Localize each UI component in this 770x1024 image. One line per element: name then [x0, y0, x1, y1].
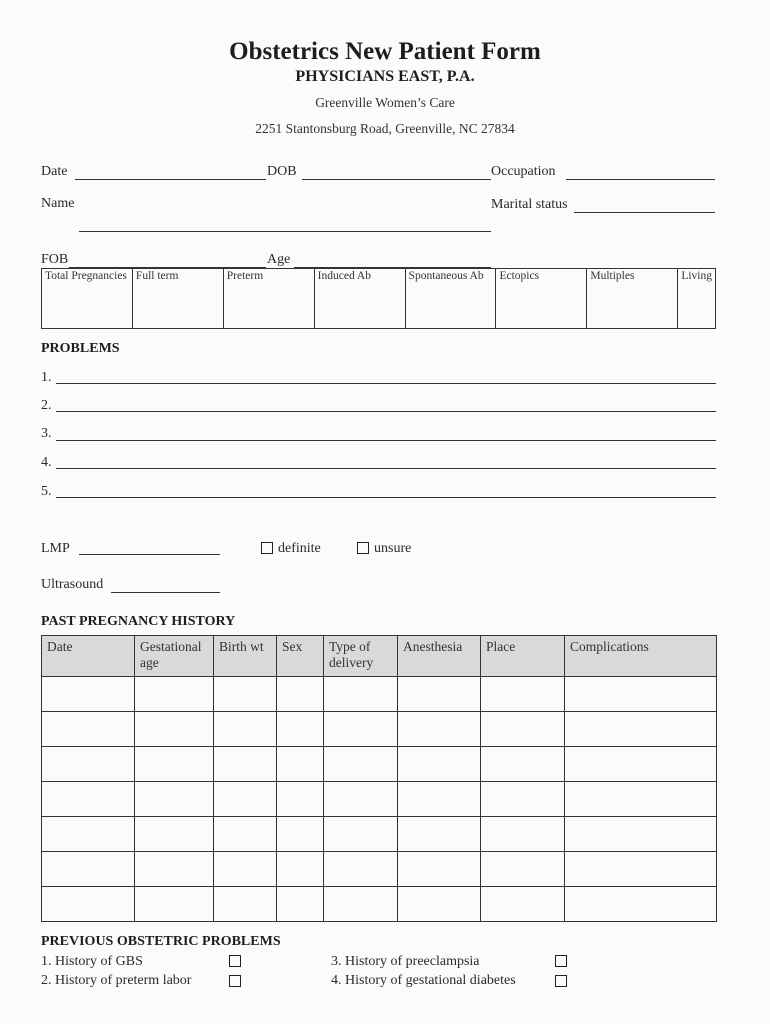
- form-title: Obstetrics New Patient Form: [229, 38, 541, 65]
- problem-line-5[interactable]: [56, 497, 716, 498]
- history-gdm-checkbox[interactable]: [555, 975, 567, 987]
- table-cell[interactable]: [481, 852, 565, 887]
- table-cell[interactable]: [277, 817, 324, 852]
- marital-status-label: Marital status: [491, 197, 568, 212]
- table-cell[interactable]: [481, 817, 565, 852]
- table-cell[interactable]: [398, 747, 481, 782]
- history-gdm-label: 4. History of gestational diabetes: [331, 973, 516, 988]
- lmp-label: LMP: [41, 541, 70, 556]
- history-col-gestational-age: Gestational age: [135, 636, 214, 677]
- name-field[interactable]: [79, 231, 491, 232]
- table-cell[interactable]: [565, 852, 717, 887]
- history-preeclampsia-checkbox[interactable]: [555, 955, 567, 967]
- table-cell[interactable]: [214, 817, 277, 852]
- table-row: [42, 712, 717, 747]
- table-cell[interactable]: [135, 887, 214, 922]
- table-cell[interactable]: [135, 817, 214, 852]
- table-row: [42, 747, 717, 782]
- table-cell[interactable]: [42, 782, 135, 817]
- table-cell[interactable]: [42, 817, 135, 852]
- table-cell[interactable]: [398, 677, 481, 712]
- table-cell[interactable]: [398, 712, 481, 747]
- table-cell[interactable]: [565, 712, 717, 747]
- table-cell[interactable]: [324, 782, 398, 817]
- table-cell[interactable]: [42, 887, 135, 922]
- history-preeclampsia-label: 3. History of preeclampsia: [331, 954, 480, 969]
- table-row: [42, 677, 717, 712]
- table-cell[interactable]: [277, 712, 324, 747]
- problem-line-2[interactable]: [56, 411, 716, 412]
- name-label: Name: [41, 196, 75, 211]
- table-cell[interactable]: [481, 782, 565, 817]
- history-col-sex: Sex: [277, 636, 324, 677]
- table-cell[interactable]: [277, 887, 324, 922]
- table-cell[interactable]: [135, 712, 214, 747]
- col-preterm[interactable]: Preterm: [223, 269, 314, 329]
- problem-number: 4.: [41, 455, 52, 470]
- table-cell[interactable]: [565, 677, 717, 712]
- clinic-address: 2251 Stantonsburg Road, Greenville, NC 27834: [255, 121, 515, 136]
- table-cell[interactable]: [42, 677, 135, 712]
- table-cell[interactable]: [214, 887, 277, 922]
- table-cell[interactable]: [214, 677, 277, 712]
- table-cell[interactable]: [277, 677, 324, 712]
- problem-line-3[interactable]: [56, 440, 716, 441]
- table-cell[interactable]: [214, 852, 277, 887]
- col-multiples[interactable]: Multiples: [587, 269, 678, 329]
- table-cell[interactable]: [481, 887, 565, 922]
- problem-line-1[interactable]: [56, 383, 716, 384]
- table-cell[interactable]: [277, 747, 324, 782]
- date-label: Date: [41, 164, 68, 179]
- table-cell[interactable]: [135, 677, 214, 712]
- problem-number: 3.: [41, 426, 52, 441]
- history-col-birth-wt: Birth wt: [214, 636, 277, 677]
- ultrasound-label: Ultrasound: [41, 577, 104, 592]
- unsure-checkbox[interactable]: [357, 542, 369, 554]
- table-cell[interactable]: [324, 852, 398, 887]
- table-row: [42, 887, 717, 922]
- table-row: [42, 817, 717, 852]
- table-cell[interactable]: [277, 852, 324, 887]
- table-cell[interactable]: [214, 782, 277, 817]
- history-preterm-label: 2. History of preterm labor: [41, 973, 192, 988]
- definite-checkbox[interactable]: [261, 542, 273, 554]
- table-cell[interactable]: [565, 887, 717, 922]
- organization-name: PHYSICIANS EAST, P.A.: [295, 68, 475, 85]
- problem-number: 5.: [41, 484, 52, 499]
- age-label: Age: [267, 252, 291, 267]
- table-cell[interactable]: [398, 852, 481, 887]
- table-row: [42, 782, 717, 817]
- ultrasound-field[interactable]: [111, 592, 220, 593]
- table-cell[interactable]: [135, 782, 214, 817]
- table-cell[interactable]: [565, 747, 717, 782]
- table-cell[interactable]: [324, 712, 398, 747]
- fob-label: FOB: [41, 252, 69, 267]
- problem-number: 2.: [41, 398, 52, 413]
- col-ectopics[interactable]: Ectopics: [496, 269, 587, 329]
- previous-problems-heading: PREVIOUS OBSTETRIC PROBLEMS: [41, 934, 281, 949]
- table-cell[interactable]: [324, 887, 398, 922]
- history-gbs-label: 1. History of GBS: [41, 954, 143, 969]
- col-induced-ab[interactable]: Induced Ab: [314, 269, 405, 329]
- occupation-field[interactable]: [566, 179, 715, 180]
- table-cell[interactable]: [565, 817, 717, 852]
- col-spontaneous-ab[interactable]: Spontaneous Ab: [405, 269, 496, 329]
- col-living[interactable]: Living: [678, 269, 716, 329]
- dob-label: DOB: [267, 164, 297, 179]
- table-cell[interactable]: [214, 747, 277, 782]
- table-row: [42, 852, 717, 887]
- table-cell[interactable]: [481, 747, 565, 782]
- history-col-complications: Complications: [565, 636, 717, 677]
- col-total-pregnancies[interactable]: Total Pregnancies: [42, 269, 133, 329]
- history-gbs-checkbox[interactable]: [229, 955, 241, 967]
- clinic-name: Greenville Women’s Care: [315, 95, 455, 110]
- table-cell[interactable]: [565, 782, 717, 817]
- table-cell[interactable]: [324, 677, 398, 712]
- history-col-date: Date: [42, 636, 135, 677]
- problems-heading: PROBLEMS: [41, 341, 120, 356]
- history-col-delivery: Type of delivery: [324, 636, 398, 677]
- table-cell[interactable]: [398, 887, 481, 922]
- dob-field[interactable]: [302, 179, 491, 180]
- past-pregnancy-table: [41, 635, 717, 922]
- past-pregnancy-heading: PAST PREGNANCY HISTORY: [41, 614, 236, 629]
- table-cell[interactable]: [135, 747, 214, 782]
- table-cell[interactable]: [277, 782, 324, 817]
- date-field[interactable]: [75, 179, 266, 180]
- table-cell[interactable]: [135, 852, 214, 887]
- table-cell[interactable]: [398, 782, 481, 817]
- problem-number: 1.: [41, 370, 52, 385]
- col-full-term[interactable]: Full term: [132, 269, 223, 329]
- table-cell[interactable]: [42, 852, 135, 887]
- table-cell[interactable]: [481, 677, 565, 712]
- table-cell[interactable]: [214, 712, 277, 747]
- table-cell[interactable]: [398, 817, 481, 852]
- history-preterm-checkbox[interactable]: [229, 975, 241, 987]
- marital-status-field[interactable]: [574, 212, 715, 213]
- table-cell[interactable]: [481, 712, 565, 747]
- table-cell[interactable]: [42, 747, 135, 782]
- pregnancy-counts-table: [41, 268, 716, 329]
- occupation-label: Occupation: [491, 164, 556, 179]
- unsure-label: unsure: [374, 541, 412, 556]
- problem-line-4[interactable]: [56, 468, 716, 469]
- history-col-anesthesia: Anesthesia: [398, 636, 481, 677]
- table-cell[interactable]: [324, 817, 398, 852]
- table-cell[interactable]: [42, 712, 135, 747]
- history-col-place: Place: [481, 636, 565, 677]
- table-cell[interactable]: [324, 747, 398, 782]
- lmp-field[interactable]: [79, 554, 220, 555]
- definite-label: definite: [278, 541, 321, 556]
